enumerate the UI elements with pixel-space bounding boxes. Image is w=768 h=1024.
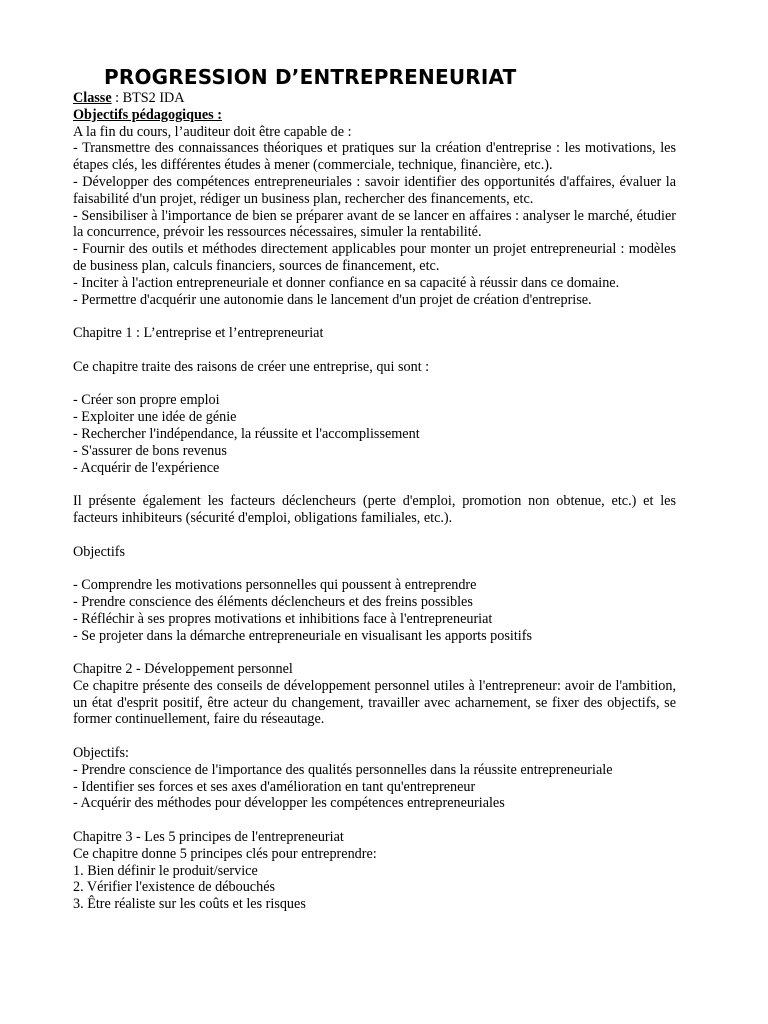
objectif-item: - Inciter à l'action entrepreneuriale et donner confiance en sa capacité à réussir dans ce domaine. <box>73 274 620 291</box>
chapitre2-text: Ce chapitre présente des conseils de développement personnel utiles à l'entrepreneur: avoir de l'ambition, un état d'esprit positif, être acteur du changement, travailler avec acharnement, se fixer des objectifs, se former continuellement, faire du réseautage. <box>73 677 676 728</box>
reason-item: - Créer son propre emploi <box>73 392 220 409</box>
chapitre1-intro: Ce chapitre traite des raisons de créer une entreprise, qui sont : <box>73 358 430 375</box>
chapitre2-title: Chapitre 2 - Développement personnel <box>73 661 293 678</box>
chapitre1-objectif-item: - Réfléchir à ses propres motivations et inhibitions face à l'entrepreneuriat <box>73 610 493 627</box>
principe-item: 1. Bien définir le produit/service <box>73 862 258 879</box>
objectif-item: - Sensibiliser à l'importance de bien se préparer avant de se lancer en affaires : analyser le marché, étudier la concurrence, prévoir les ressources nécessaires, simuler la rentabilité. <box>73 207 676 241</box>
objectifs-heading: Objectifs pédagogiques : <box>73 106 222 123</box>
chapitre1-factors: Il présente également les facteurs déclencheurs (perte d'emploi, promotion non obtenue, etc.) et les facteurs inhibiteurs (sécurité d'emploi, obligations familiales, etc.). <box>73 493 676 526</box>
chapitre2-objectif-item: - Identifier ses forces et ses axes d'amélioration en tant qu'entrepreneur <box>73 778 476 795</box>
spacer <box>73 560 676 577</box>
chapitre2-objectifs-label: Objectifs: <box>73 745 129 762</box>
chapitre1-title: Chapitre 1 : L’entreprise et l’entrepreneuriat <box>73 325 324 342</box>
classe-value: : BTS2 IDA <box>111 90 185 106</box>
chapitre1-objectif-item: - Se projeter dans la démarche entrepreneuriale en visualisant les apports positifs <box>73 627 532 644</box>
chapitre1-objectifs-label: Objectifs <box>73 543 126 560</box>
page-title: PROGRESSION D’ENTREPRENEURIAT <box>104 65 517 89</box>
chapitre1-objectif-item: - Comprendre les motivations personnelles qui poussent à entreprendre <box>73 577 477 594</box>
reason-item: - Acquérir de l'expérience <box>73 459 220 476</box>
spacer <box>73 308 676 325</box>
reason-item: - Rechercher l'indépendance, la réussite et l'accomplissement <box>73 425 420 442</box>
spacer <box>73 376 676 393</box>
principe-item: 2. Vérifier l'existence de débouchés <box>73 879 276 896</box>
objectif-item: - Permettre d'acquérir une autonomie dans le lancement d'un projet de création d'entreprise. <box>73 291 592 308</box>
objectif-item: - Transmettre des connaissances théoriques et pratiques sur la création d'entreprise : les motivations, les étapes clés, les différentes études à mener (commerciale, technique, financière, etc.). <box>73 140 676 174</box>
principe-item: 3. Être réaliste sur les coûts et les risques <box>73 896 306 913</box>
classe-line <box>73 90 676 107</box>
chapitre2-objectif-item: - Prendre conscience de l'importance des qualités personnelles dans la réussite entrepreneuriale <box>73 761 613 778</box>
spacer <box>73 644 676 661</box>
spacer <box>73 527 676 544</box>
spacer <box>73 728 676 745</box>
reason-item: - Exploiter une idée de génie <box>73 409 237 426</box>
chapitre2-objectif-item: - Acquérir des méthodes pour développer les compétences entrepreneuriales <box>73 795 505 812</box>
reason-item: - S'assurer de bons revenus <box>73 442 227 459</box>
chapitre1-objectif-item: - Prendre conscience des éléments déclencheurs et des freins possibles <box>73 593 473 610</box>
classe-label: Classe <box>73 90 112 106</box>
objectifs-intro: A la fin du cours, l’auditeur doit être capable de : <box>73 123 352 140</box>
chapitre3-intro: Ce chapitre donne 5 principes clés pour entreprendre: <box>73 845 377 862</box>
chapitre3-title: Chapitre 3 - Les 5 principes de l'entrepreneuriat <box>73 829 344 846</box>
spacer <box>73 476 676 493</box>
spacer <box>73 812 676 829</box>
objectif-item: - Fournir des outils et méthodes directement applicables pour monter un projet entrepreneurial : modèles de business plan, calculs financiers, sources de financement, etc. <box>73 241 676 274</box>
spacer <box>73 342 676 359</box>
objectif-item: - Développer des compétences entrepreneuriales : savoir identifier des opportunités d'affaires, évaluer la faisabilité d'un projet, rédiger un business plan, rechercher des financements, etc. <box>73 173 676 207</box>
